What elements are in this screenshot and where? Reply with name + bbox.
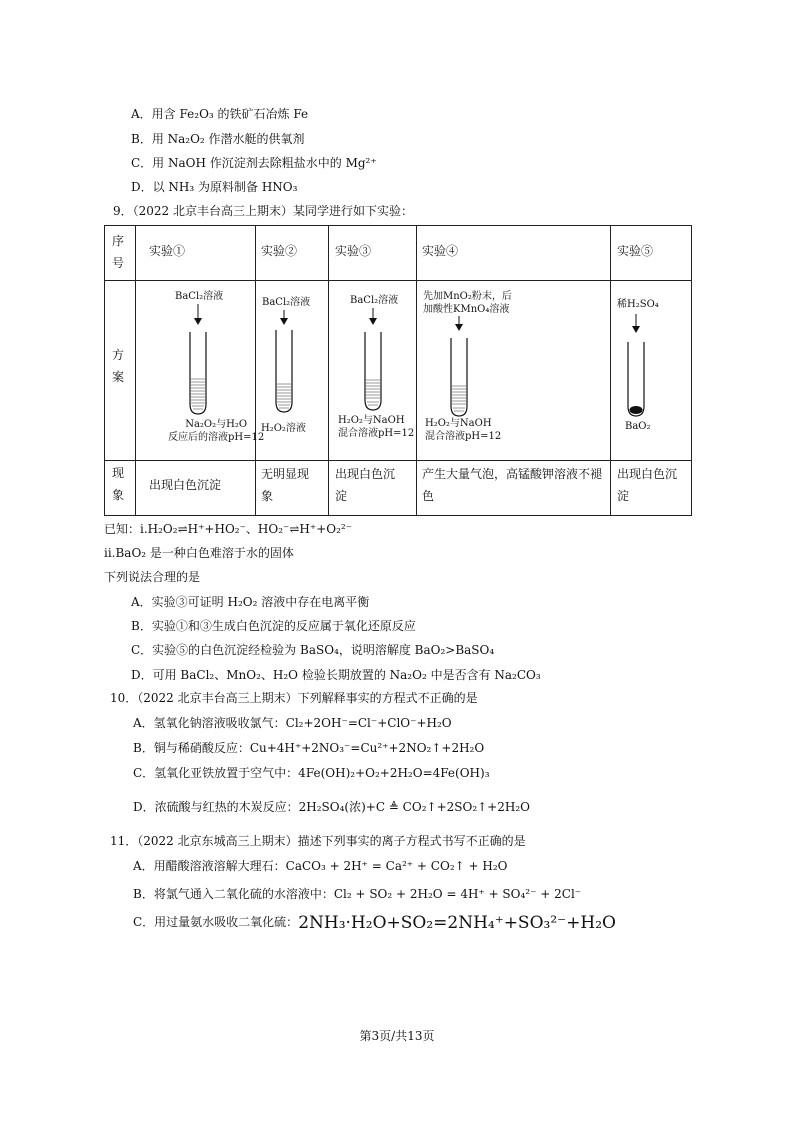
q11-stem: 11．（2022 北京东城高三上期末）描述下列事实的离子方程式书写不正确的是 (110, 834, 526, 848)
exp3-test-tube-icon (360, 308, 390, 416)
q10-option-b: B．铜与稀硝酸反应：Cu+4H⁺+2NO₃⁻=Cu²⁺+2NO₂↑+2H₂O (133, 741, 485, 755)
exp2-reagent-bottom: H₂O₂溶液 (261, 423, 306, 434)
row-label-scheme: 方案 (112, 348, 125, 384)
q9-ask: 下列说法合理的是 (104, 570, 201, 584)
exp3-reagent-top: BaCl₂溶液 (350, 295, 399, 306)
header-exp-5: 实验⑤ (617, 244, 654, 258)
q10-option-d: D．浓硫酸与红热的木炭反应：2H₂SO₄(浓)+C ≜ CO₂↑+2SO₂↑+2H₂O (133, 800, 530, 814)
q8-option-d: D．以 NH₃ 为原料制备 HNO₃ (131, 180, 298, 194)
exp1-observation: 出现白色沉淀 (149, 478, 222, 492)
q11-option-c-label: C．用过量氨水吸收二氧化硫： (133, 915, 299, 929)
exp1-test-tube-icon (185, 304, 215, 424)
q9-option-c: C．实验⑤的白色沉淀经检验为 BaSO₄，说明溶解度 BaO₂>BaSO₄ (131, 643, 495, 657)
exp4-observation: 产生大量气泡，高锰酸钾溶液不褪 色 (422, 467, 603, 503)
q10-option-c: C．氢氧化亚铁放置于空气中：4Fe(OH)₂+O₂+2H₂O=4Fe(OH)₃ (133, 766, 490, 780)
row-label-number: 序号 (112, 234, 125, 270)
row-label-phenomenon: 现象 (112, 466, 125, 502)
q11-option-c (133, 914, 616, 931)
exp2-test-tube-icon (271, 310, 301, 422)
q9-option-a: A．实验③可证明 H₂O₂ 溶液中存在电离平衡 (131, 595, 370, 609)
header-exp-3: 实验③ (335, 244, 372, 258)
exp1-reagent-bottom: Na₂O₂与H₂O 反应后的溶液pH=12 (168, 419, 265, 443)
exp5-observation: 出现白色沉 淀 (617, 467, 678, 503)
exp4-reagent-top: 先加MnO₂粉末，后 加酸性KMnO₄溶液 (423, 291, 512, 315)
exp5-reagent-bottom: BaO₂ (625, 421, 651, 432)
header-exp-1: 实验① (149, 244, 186, 258)
exp5-test-tube-icon (623, 314, 653, 422)
page-footer: 第3页/共13页 (359, 1029, 435, 1043)
q11-option-c-equation: 2NH₃·H₂O+SO₂=2NH₄⁺+SO₃²⁻+H₂O (298, 913, 616, 933)
q8-option-a: A．用含 Fe₂O₃ 的铁矿石冶炼 Fe (131, 107, 309, 121)
header-exp-2: 实验② (261, 244, 298, 258)
header-exp-4: 实验④ (422, 244, 459, 258)
exp1-reagent-top: BaCl₂溶液 (175, 291, 224, 302)
exp4-test-tube-icon (446, 316, 476, 422)
experiment-table (104, 225, 692, 516)
exp3-reagent-bottom: H₂O₂与NaOH 混合溶液pH=12 (338, 415, 415, 439)
q10-stem: 10．（2022 北京丰台高三上期末）下列解释事实的方程式不正确的是 (110, 691, 478, 705)
q9-known-1: 已知：i.H₂O₂⇌H⁺+HO₂⁻、HO₂⁻⇌H⁺+O₂²⁻ (104, 522, 353, 536)
exp4-reagent-bottom: H₂O₂与NaOH 混合溶液pH=12 (425, 418, 502, 442)
exp3-observation: 出现白色沉 淀 (335, 467, 396, 503)
exp5-reagent-top: 稀H₂SO₄ (617, 299, 659, 310)
q9-stem: 9．（2022 北京丰台高三上期末）某同学进行如下实验： (113, 204, 413, 218)
q11-option-b: B．将氯气通入二氧化硫的水溶液中：Cl₂ + SO₂ + 2H₂O = 4H⁺ + SO₄²⁻ + 2Cl⁻ (133, 887, 582, 901)
q9-known-2: ii.BaO₂ 是一种白色难溶于水的固体 (104, 546, 294, 560)
q8-option-b: B．用 Na₂O₂ 作潜水艇的供氧剂 (131, 132, 305, 146)
q9-option-d: D．可用 BaCl₂、MnO₂、H₂O 检验长期放置的 Na₂O₂ 中是否含有 Na₂CO₃ (131, 668, 541, 682)
exp2-reagent-top: BaCl₂溶液 (262, 297, 311, 308)
q10-option-a: A．氢氧化钠溶液吸收氯气：Cl₂+2OH⁻=Cl⁻+ClO⁻+H₂O (133, 716, 452, 730)
q11-option-a: A．用醋酸溶液溶解大理石：CaCO₃ + 2H⁺ = Ca²⁺ + CO₂↑ + H₂O (133, 859, 508, 873)
q9-option-b: B．实验①和③生成白色沉淀的反应属于氧化还原反应 (131, 619, 416, 633)
q8-option-c: C．用 NaOH 作沉淀剂去除粗盐水中的 Mg²⁺ (131, 156, 377, 170)
exp2-observation: 无明显现 象 (261, 467, 310, 503)
